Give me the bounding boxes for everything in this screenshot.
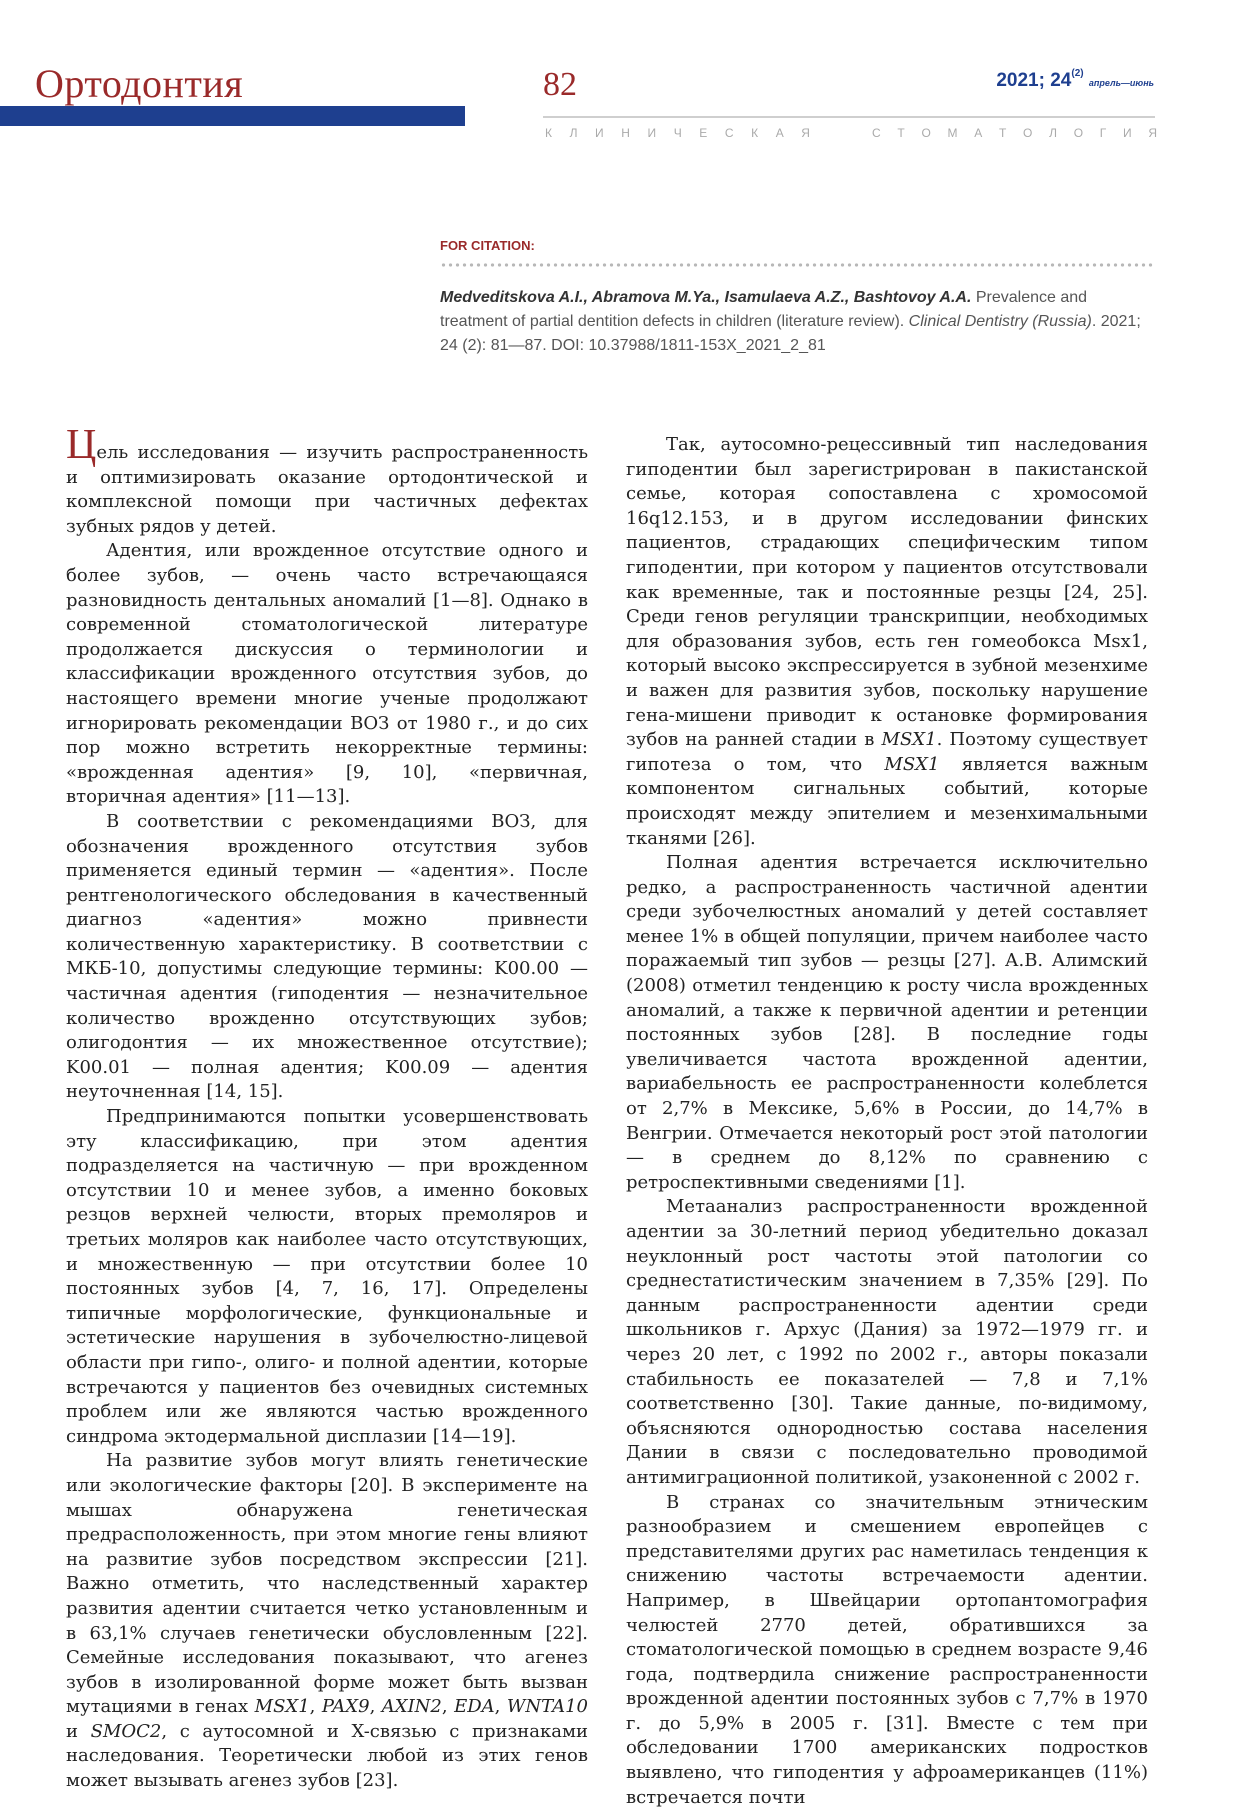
issue-number: (2) <box>1071 68 1084 79</box>
journal-letter: Н <box>621 126 630 140</box>
journal-letter: А <box>974 126 983 140</box>
paragraph <box>626 433 1148 851</box>
citation-text <box>440 286 1155 358</box>
gene-name: MSX1 <box>884 753 940 775</box>
journal-letter: С <box>872 126 881 140</box>
journal-letter: С <box>724 126 734 140</box>
journal-letter: Е <box>699 126 708 140</box>
journal-name <box>545 126 1157 140</box>
citation-title: Prevalence and treatment of partial dentition defects in children (literature review). <box>440 289 1088 330</box>
journal-letter: И <box>1122 126 1132 140</box>
journal-letter: Ч <box>673 126 682 140</box>
journal-part-2 <box>872 126 1157 140</box>
paragraph: Адентия, или врожденное отсутствие одного и более зубов, — очень часто встречающаяся разновидность дентальных аномалий [1—8]. Однако в современной стоматологической литературе продолжается дискуссия о терминологии и классификации врожденного отсутствия зубов, до настоящего времени многие ученые продолжают игнорировать рекомендации ВОЗ от 1980 г., и до сих пор можно встретить некорректные термины: «врожденная адентия» [9, 10], «первичная, вторичная адентия» [11—13]. <box>66 540 588 808</box>
section-title: Ортодонтия <box>35 61 244 106</box>
right-column <box>626 433 1148 1810</box>
issue-volume: 24 <box>1050 70 1072 91</box>
paragraph: На развитие зубов могут влиять генетические или экологические факторы [20]. В эксперименте на мышах обнаружена генетическая предрасположенность, при этом многие гены влияют на развитие зубов посредством экспрессии [21]. Важно отметить, что наследственный характер развития адентии считается четко установленным и в 63,1% случаев генетически обусловленным [22]. Семейные исследования показывают, что агенез зубов в изолированной форме может быть вызван мутациями в генах MSX1, PAX9, AXIN2, EDA, WNTA10 и SMOC2, с аутосомной и X-связью с признаками наследования. Теоретически любой из этих генов может вызывать агенез зубов [23]. <box>66 1450 589 1792</box>
paragraph: В странах со значительным этническим разнообразием и смешением европейцев с представителями других рас наметилась тенденция к снижению частоты встречаемости адентии. Например, в Швейцарии ортопантомография челюстей 2770 детей, обратившихся за стоматологической помощью в среднем возрасте 9,46 года, подтвердила снижение распространенности врожденной адентии постоянных зубов с 7,7% в 1970 г. до 5,9% в 2005 г. [31]. Вместе с тем при обследовании 1700 американских подростков выявлено, что гиподентия у афроамериканцев (11%) встречается почти <box>626 1491 1148 1808</box>
paragraph: Предпринимаются попытки усовершенствовать эту классификацию, при этом адентия подразделяется на частичную — при врожденном отсутствии 10 и менее зубов, а именно боковых резцов верхней челюсти, вторых премоляров и третьих моляров как наиболее часто отсутствующих, и множественную — при отсутствии более 10 постоянных зубов [4, 7, 16, 17]. Определены типичные морфологические, функциональные и эстетические нарушения в зубочелюстно-лицевой области при гипо-, олиго- и полной адентии, которые встречаются у пациентов без очевидных системных проблем или же являются частью врожденного синдрома эктодермальной дисплазии [14—19]. <box>66 1106 588 1447</box>
paragraph <box>66 422 588 539</box>
paragraph: Полная адентия встречается исключительно редко, а распространенность частичной адентии среди зубочелюстных аномалий у детей составляет менее 1% в общей популяции, причем наиболее часто поражаемый тип зубов — резцы [27]. А.В. Алимский (2008) отметил тенденцию к росту числа врожденных аномалий, а также к первичной адентии и ретенции постоянных зубов [28]. В последние годы увеличивается частота врожденной адентии, вариабельность ее распространенности колеблется от 2,7% в Мексике, 5,6% в России, до 14,7% в Венгрии. Отмечается некоторый рост этой патологии — в среднем до 8,12% по сравнению с ретроспективными сведениями [1]. <box>626 852 1148 1193</box>
journal-letter: Г <box>1099 126 1107 140</box>
gene-name: MSX1 <box>254 1696 310 1718</box>
citation-journal: Clinical Dentistry (Russia) <box>908 313 1092 330</box>
journal-letter: О <box>1023 126 1033 140</box>
gene-name: SMOC2 <box>90 1720 162 1742</box>
journal-letter: И <box>647 126 657 140</box>
section-color-bar <box>0 106 465 126</box>
journal-letter: Я <box>801 126 810 140</box>
gene-name: EDA <box>454 1696 495 1718</box>
journal-letter: Т <box>998 126 1007 140</box>
issue-months: апрель—июнь <box>1088 78 1154 88</box>
journal-letter: И <box>595 126 604 140</box>
paragraph-text: . Поэтому существует гипотеза о том, что <box>626 729 1148 775</box>
paragraph-text: На развитие зубов могут влиять генетические или экологические факторы [20]. В эксперименте на мышах обнаружена генетическая предрасположенность, при этом многие гены влияют на развитие зубов посредством экспрессии [21]. Важно отметить, что наследственный характер развития адентии считается четко установленным и в 63,1% случаев генетически обусловленным [22]. Семейные исследования показывают, что агенез зубов в изолированной форме может быть вызван мутациями в генах <box>66 1450 588 1718</box>
journal-letter: М <box>947 126 958 140</box>
left-column <box>66 422 589 1794</box>
issue-info <box>996 70 1154 92</box>
paragraph-text: ель исследования — изучить распространенность и оптимизировать оказание ортодонтической и комплексной помощи при частичных дефектах зубных рядов у детей. <box>66 442 588 537</box>
gene-name: PAX9 <box>321 1696 370 1718</box>
gene-name: AXIN2 <box>381 1696 442 1718</box>
journal-letter: Т <box>897 126 905 140</box>
citation-label: FOR CITATION: <box>440 238 535 253</box>
paragraph-text: является важным компонентом сигнальных событий, которые происходят между эпителием и мезенхимальными тканями [26]. <box>626 753 1148 849</box>
gene-name: WNTA10 <box>506 1696 588 1718</box>
drop-cap: Ц <box>66 422 97 468</box>
journal-letter: О <box>1073 126 1084 140</box>
citation-authors: Medveditskova A.I., Abramova M.Ya., Isamulaeva A.Z., Bashtovoy A.A. <box>440 289 972 306</box>
paragraph: Метаанализ распространенности врожденной адентии за 30-летний период убедительно доказал неуклонный рост частоты этой патологии со среднестатистическим значением в 7,35% [29]. По данным распространенности адентии среди школьников г. Архус (Дания) за 1972—1979 гг. и через 20 лет, с 1992 по 2002 г., авторы показали стабильность ее показателей — 7,8 и 7,1% соответственно [30]. Такие данные, по-видимому, объясняются однородностью состава населения Дании в связи с последовательно проводимой антимиграционной политикой, узаконенной с 2002 г. <box>626 1196 1148 1488</box>
paragraph: В соответствии с рекомендациями ВОЗ, для обозначения врожденного отсутствия зубов применяется единый термин — «адентия». После рентгенологического обследования в качественный диагноз «адентия» можно привнести количественную характеристику. В соответствии с МКБ-10, допустимы следующие термины: K00.00 — частичная адентия (гиподентия — незначительное количество врожденно отсутствующих зубов; олигодонтия — их множественное отсутствие); K00.01 — полная адентия; K00.09 — адентия неуточненная [14, 15]. <box>66 810 588 1103</box>
journal-letter: Л <box>1049 126 1057 140</box>
header-rule <box>543 116 1155 118</box>
paragraph-text: Так, аутосомно-рецессивный тип наследования гиподентии был зарегистрирован в пакистанской семье, которая сопоставлена с хромосомой 16q12.153, и в другом исследовании финских пациентов, страдающих специфическим типом гиподентии, при котором у пациентов отсутствовали как временные, так и постоянные резцы [24, 25]. Среди генов регуляции транскрипции, необходимых для образования зубов, есть ген гомеобокса Msx1, который высоко экспрессируется в зубной мезенхиме и важен для развития зубов, поскольку нарушение гена-мишени приводит к остановке формирования зубов на ранней стадии в <box>626 434 1148 751</box>
dotted-divider <box>440 263 1155 267</box>
journal-part-1 <box>545 126 810 140</box>
gene-name: MSX1 <box>881 729 937 751</box>
journal-letter: А <box>775 126 784 140</box>
citation-details: . 2021; 24 (2): 81—87. DOI: 10.37988/1811-153X_2021_2_81 <box>440 313 1141 354</box>
journal-letter: О <box>921 126 931 140</box>
issue-year: 2021; <box>996 70 1045 91</box>
journal-letter: Я <box>1148 126 1157 140</box>
journal-letter: Л <box>569 126 578 140</box>
page-number: 82 <box>543 66 577 103</box>
paragraph-text: , с аутосомной и X-связью с признаками наследования. Теоретически любой из этих генов может вызывать агенез зубов [23]. <box>66 1720 589 1792</box>
journal-letter: К <box>545 126 552 140</box>
journal-letter: К <box>751 126 759 140</box>
